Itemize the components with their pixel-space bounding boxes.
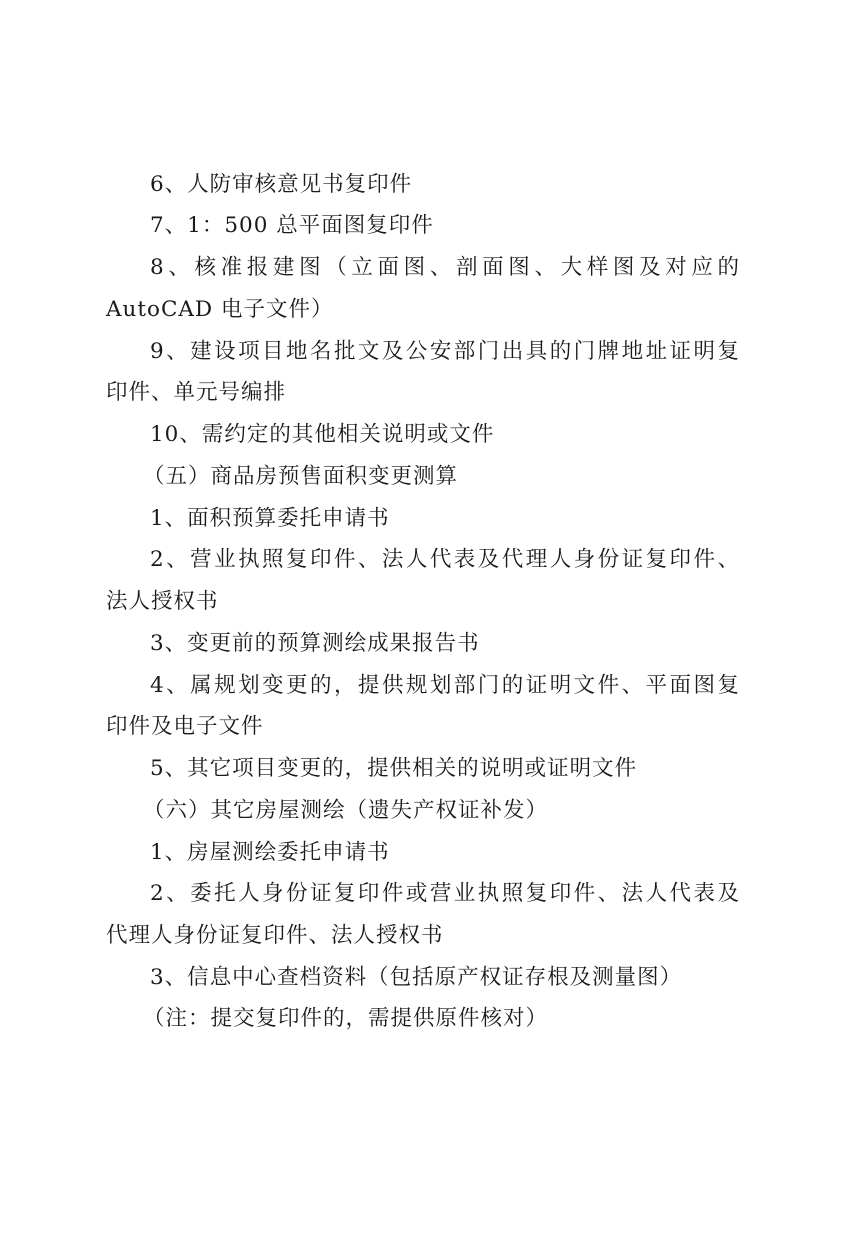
list-item-9: 9、建设项目地名批文及公安部门出具的门牌地址证明复 xyxy=(150,339,740,364)
list-item-5-5: 5、其它项目变更的，提供相关的说明或证明文件 xyxy=(150,756,638,781)
list-item-5-2-continued: 法人授权书 xyxy=(106,589,219,614)
list-item-6: 6、人防审核意见书复印件 xyxy=(150,172,413,197)
list-item-6-3: 3、信息中心查档资料（包括原产权证存根及测量图） xyxy=(150,965,683,990)
list-item-6-2: 2、委托人身份证复印件或营业执照复印件、法人代表及 xyxy=(150,881,740,906)
section-heading-5: （五）商品房预售面积变更测算 xyxy=(143,464,459,489)
list-item-5-4-continued: 印件及电子文件 xyxy=(106,714,264,739)
list-item-7: 7、1：500 总平面图复印件 xyxy=(150,213,434,238)
list-item-5-1: 1、面积预算委托申请书 xyxy=(150,506,390,531)
section-heading-6: （六）其它房屋测绘（遗失产权证补发） xyxy=(143,798,549,823)
note-text: （注：提交复印件的，需提供原件核对） xyxy=(143,1006,549,1031)
list-item-6-2-continued: 代理人身份证复印件、法人授权书 xyxy=(106,923,444,948)
list-item-8: 8、核准报建图（立面图、剖面图、大样图及对应的 xyxy=(150,255,740,280)
list-item-5-2: 2、营业执照复印件、法人代表及代理人身份证复印件、 xyxy=(150,547,740,572)
list-item-10: 10、需约定的其他相关说明或文件 xyxy=(150,422,495,447)
list-item-8-continued: AutoCAD 电子文件） xyxy=(106,297,334,322)
list-item-9-continued: 印件、单元号编排 xyxy=(106,380,287,405)
list-item-5-4: 4、属规划变更的，提供规划部门的证明文件、平面图复 xyxy=(150,673,740,698)
list-item-6-1: 1、房屋测绘委托申请书 xyxy=(150,840,390,865)
list-item-5-3: 3、变更前的预算测绘成果报告书 xyxy=(150,631,480,656)
